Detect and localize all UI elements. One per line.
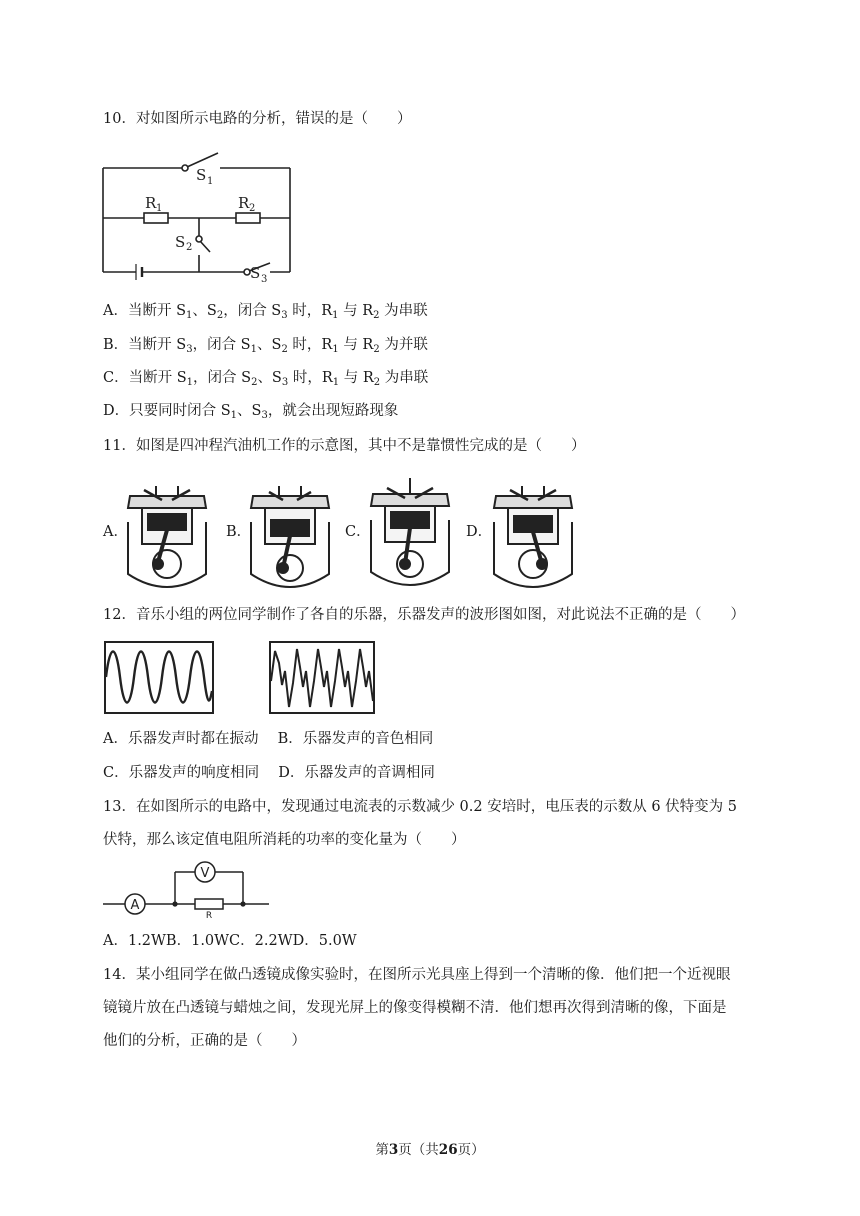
q10-label-r2-sub: 2 [249,203,256,214]
waveform-pure-tone [104,641,214,714]
engine-diagram-c [365,472,455,592]
q10-label-r2: R [238,194,250,212]
q11-option-b-label: B． [226,524,252,540]
q14-line2: 镜镜片放在凸透镜与蜡烛之间，发现光屏上的像变得模糊不清．他们想再次得到清晰的像，下面是 [103,1000,727,1016]
q14-line3: 他们的分析，正确的是（ ） [103,1033,306,1049]
q10-label-s1-sub: 1 [207,176,214,187]
page-footer: 第3页（共26页） [375,1142,485,1158]
q13-circuit-diagram [103,856,273,921]
q10-option-b: B．当断开 $S_3$，闭合 $S_1$、$S_2$ 时，$R_1$ 与 $R_2$ 为并联 [103,337,428,355]
q12-options-line2: C．乐器发声的响度相同 D．乐器发声的音调相同 [103,765,435,781]
voltmeter-label: V [200,866,210,881]
q10-circuit-diagram [100,148,295,285]
page-number: 3 [388,1142,399,1158]
q10-option-d: D．只要同时闭合 $S_1$、$S_3$，就会出现短路现象 [103,403,399,421]
q12-stem: 12．音乐小组的两位同学制作了各自的乐器，乐器发声的波形图如图，对此说法不正确的是（ ） [103,607,745,623]
q10-label-s3: S [250,264,261,282]
q12-options-line1: A．乐器发声时都在振动 B．乐器发声的音色相同 [103,731,434,747]
q10-label-r1-sub: 1 [156,203,163,214]
q10-stem: 10．对如图所示电路的分析，错误的是（ ） [103,111,412,127]
waveform-complex-tone [269,641,375,714]
resistor-label: R [205,911,213,921]
engine-diagram-d [488,478,578,592]
q10-option-c: C．当断开 $S_1$，闭合 $S_2$、$S_3$ 时，$R_1$ 与 $R_2$ 为串联 [103,370,429,388]
q10-label-s1: S [196,166,207,184]
engine-diagram-a [122,478,212,592]
q11-option-c-label: C． [345,524,371,540]
q11-option-d-label: D． [466,524,493,540]
ammeter-label: A [130,898,140,913]
q13-stem-line1: 13．在如图所示的电路中，发现通过电流表的示数减少 0.2 安培时，电压表的示数从 6 伏特变为 5 [103,799,738,815]
q13-options: A．1.2WB．1.0WC．2.2WD．5.0W [103,933,357,949]
q10-label-s3-sub: 3 [261,274,268,285]
total-pages: 26 [438,1142,458,1158]
q10-label-s2-sub: 2 [186,242,193,253]
q14-line1: 14．某小组同学在做凸透镜成像实验时，在图所示光具座上得到一个清晰的像．他们把一个近视眼 [103,967,731,983]
q10-label-s2: S [175,233,186,251]
q11-stem: 11．如图是四冲程汽油机工作的示意图，其中不是靠惯性完成的是（ ） [103,438,586,454]
engine-diagram-b [245,478,335,592]
q13-stem-line2: 伏特，那么该定值电阻所消耗的功率的变化量为（ ） [103,832,466,848]
q11-option-a-label: A． [103,524,128,540]
q10-option-a: A．当断开 $S_1$、$S_2$，闭合 $S_3$ 时，$R_1$ 与 $R_2$ 为串联 [103,303,428,321]
q10-label-r1: R [145,194,157,212]
